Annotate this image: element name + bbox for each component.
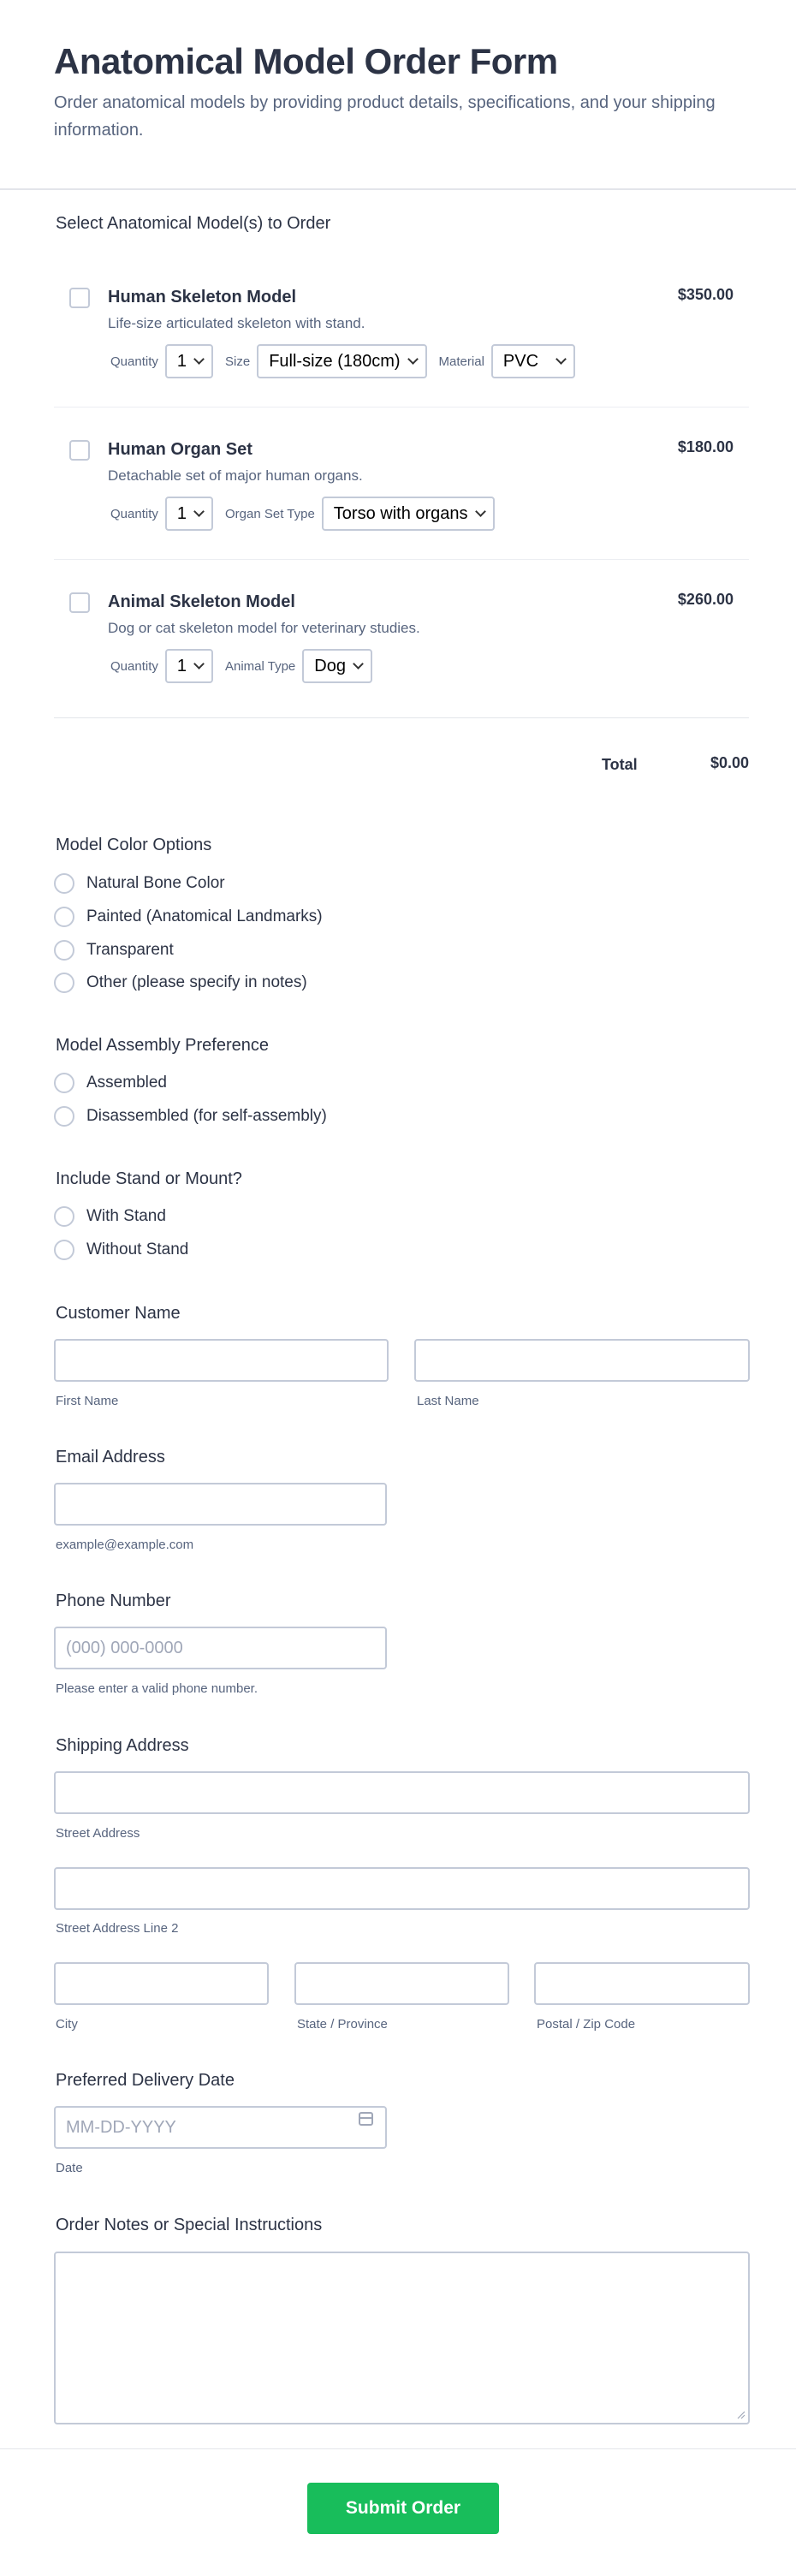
state-input[interactable] — [294, 1962, 509, 2005]
chevron-down-icon — [475, 506, 486, 517]
product-checkbox[interactable] — [69, 288, 90, 308]
option-label: Quantity — [110, 354, 158, 369]
zip-sublabel: Postal / Zip Code — [537, 2017, 636, 2032]
state-sublabel: State / Province — [297, 2017, 388, 2032]
option-label: Size — [225, 354, 251, 369]
size-select[interactable]: Full-size (180cm) — [257, 344, 426, 378]
shipping-label: Shipping Address — [56, 1736, 189, 1755]
radio-circle[interactable] — [54, 1073, 74, 1093]
product-price: $260.00 — [677, 591, 734, 608]
products-label: Select Anatomical Model(s) to Order — [56, 214, 331, 233]
product-checkbox[interactable] — [69, 440, 90, 461]
radio-circle[interactable] — [54, 1240, 74, 1260]
radio-circle[interactable] — [54, 907, 74, 927]
first-name-sublabel: First Name — [56, 1394, 119, 1408]
customer-name-label: Customer Name — [56, 1304, 181, 1323]
email-label: Email Address — [56, 1448, 165, 1466]
quantity-select[interactable]: 1 — [165, 649, 213, 683]
radio-assembled[interactable]: Assembled — [54, 1070, 167, 1096]
chevron-down-icon — [407, 354, 419, 365]
product-options — [110, 649, 384, 683]
option-label: Quantity — [110, 506, 158, 521]
phone-sublabel: Please enter a valid phone number. — [56, 1681, 258, 1696]
radio-circle[interactable] — [54, 940, 74, 961]
radio-circle[interactable] — [54, 1206, 74, 1227]
street-address-input[interactable] — [54, 1771, 750, 1814]
total-label: Total — [602, 756, 638, 773]
resize-handle-icon[interactable] — [735, 2409, 746, 2419]
last-name-input[interactable] — [414, 1339, 750, 1382]
organ-set-type-select[interactable]: Torso with organs — [322, 497, 495, 531]
email-input[interactable] — [54, 1483, 387, 1526]
city-sublabel: City — [56, 2017, 78, 2032]
chevron-down-icon — [555, 354, 567, 365]
color-options-label: Model Color Options — [56, 836, 212, 854]
product-price: $350.00 — [677, 286, 734, 303]
street-address-line2-input[interactable] — [54, 1867, 750, 1910]
email-sublabel: example@example.com — [56, 1538, 194, 1552]
delivery-date-input[interactable] — [54, 2106, 387, 2149]
assembly-label: Model Assembly Preference — [56, 1036, 270, 1055]
zip-input[interactable] — [534, 1962, 750, 2005]
option-label: Animal Type — [225, 658, 296, 674]
animal-type-select[interactable]: Dog — [302, 649, 372, 683]
total-value: $0.00 — [710, 754, 749, 771]
quantity-select[interactable]: 1 — [165, 497, 213, 531]
product-name: Human Skeleton Model — [108, 288, 297, 306]
quantity-select[interactable]: 1 — [165, 344, 213, 378]
divider — [54, 407, 749, 408]
street-address-sublabel: Street Address — [56, 1826, 140, 1841]
notes-label: Order Notes or Special Instructions — [56, 2216, 323, 2234]
radio-transparent[interactable]: Transparent — [54, 937, 174, 963]
notes-textarea[interactable] — [54, 2252, 750, 2424]
radio-other[interactable]: Other (please specify in notes) — [54, 970, 307, 996]
product-description: Life-size articulated skeleton with stand. — [108, 315, 365, 331]
product-checkbox[interactable] — [69, 592, 90, 613]
phone-label: Phone Number — [56, 1591, 171, 1610]
phone-input[interactable] — [54, 1627, 387, 1669]
product-description: Detachable set of major human organs. — [108, 467, 363, 484]
street-address-line2-sublabel: Street Address Line 2 — [56, 1921, 179, 1936]
radio-with-stand[interactable]: With Stand — [54, 1204, 166, 1229]
radio-disassembled[interactable]: Disassembled (for self-assembly) — [54, 1104, 327, 1129]
product-name: Human Organ Set — [108, 440, 252, 459]
submit-button[interactable]: Submit Order — [307, 2483, 499, 2534]
radio-circle[interactable] — [54, 1106, 74, 1127]
option-label: Quantity — [110, 658, 158, 674]
divider — [54, 559, 749, 560]
city-input[interactable] — [54, 1962, 269, 2005]
product-price: $180.00 — [677, 438, 734, 455]
radio-circle[interactable] — [54, 873, 74, 894]
chevron-down-icon — [193, 658, 205, 669]
product-options — [110, 497, 507, 531]
chevron-down-icon — [353, 658, 364, 669]
product-name: Animal Skeleton Model — [108, 592, 295, 611]
chevron-down-icon — [193, 506, 205, 517]
radio-natural-bone[interactable]: Natural Bone Color — [54, 871, 225, 896]
form-header — [0, 0, 796, 190]
chevron-down-icon — [193, 354, 205, 365]
product-options — [110, 344, 587, 378]
page-title: Anatomical Model Order Form — [54, 41, 558, 81]
radio-painted[interactable]: Painted (Anatomical Landmarks) — [54, 904, 323, 930]
divider — [54, 717, 749, 718]
page-subtitle: Order anatomical models by providing product details, specifications, and your shipping information. — [54, 93, 716, 140]
delivery-date-label: Preferred Delivery Date — [56, 2071, 235, 2090]
radio-circle[interactable] — [54, 973, 74, 993]
stand-label: Include Stand or Mount? — [56, 1169, 242, 1188]
option-label: Material — [438, 354, 484, 369]
radio-without-stand[interactable]: Without Stand — [54, 1237, 188, 1263]
material-select[interactable]: PVC — [491, 344, 575, 378]
delivery-date-sublabel: Date — [56, 2161, 83, 2175]
product-description: Dog or cat skeleton model for veterinary studies. — [108, 620, 420, 636]
last-name-sublabel: Last Name — [417, 1394, 479, 1408]
first-name-input[interactable] — [54, 1339, 389, 1382]
form-footer — [0, 2448, 796, 2449]
option-label: Organ Set Type — [225, 506, 315, 521]
calendar-icon[interactable] — [359, 2112, 373, 2126]
